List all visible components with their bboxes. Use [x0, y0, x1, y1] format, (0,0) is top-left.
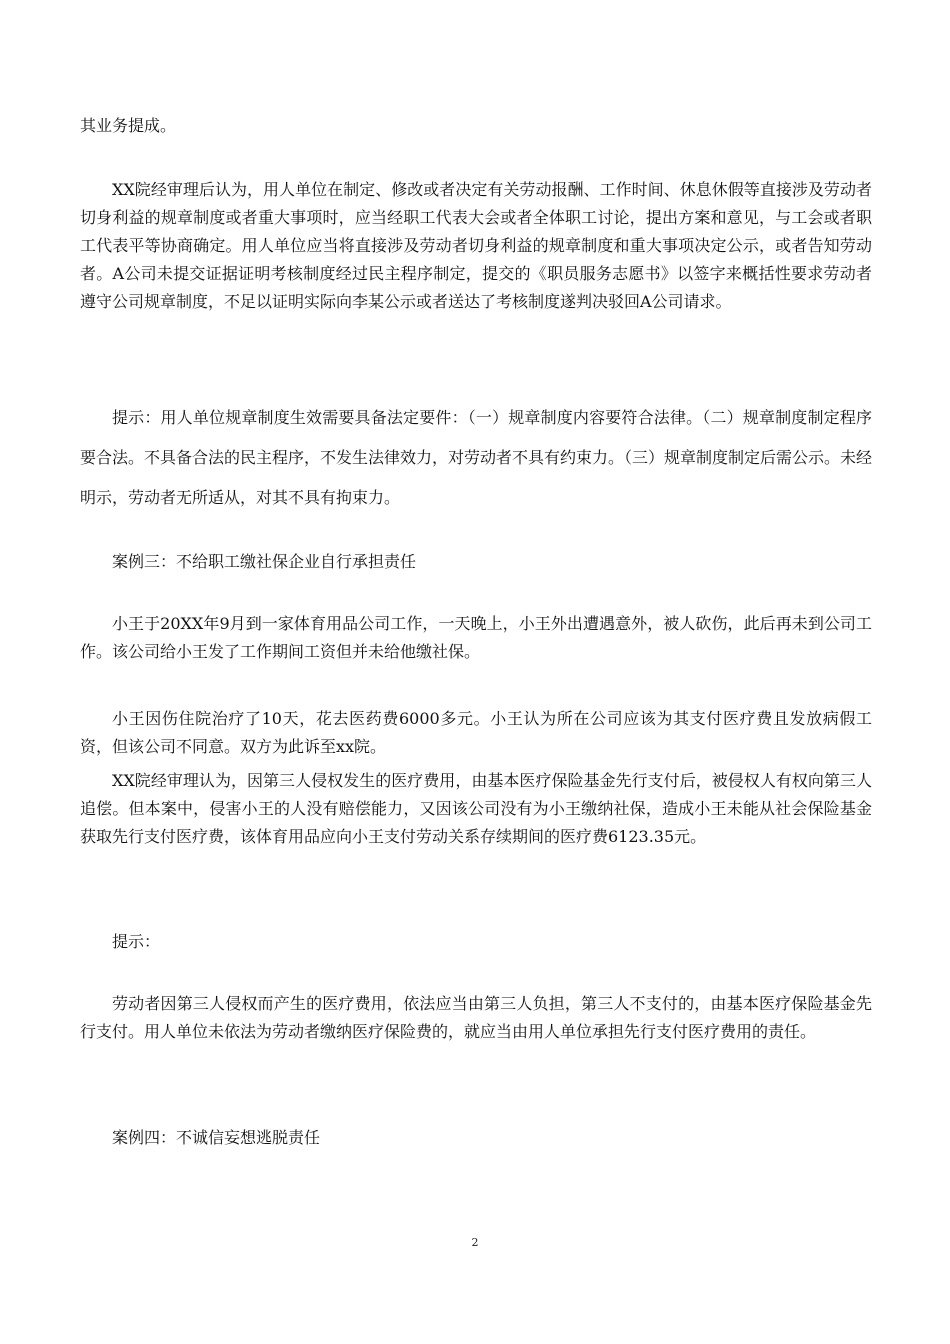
paragraph-court-ruling-b: XX院经审理认为，因第三人侵权发生的医疗费用，由基本医疗保险基金先行支付后，被侵权人有权向第三人追偿。但本案中，侵害小王的人没有赔偿能力，又因该公司没有为小王缴纳社保，造成小王未能从社会保险基金获取先行支付医疗费，该体育用品应向小王支付劳动关系存续期间的医疗费6123.35元。 [80, 771, 872, 846]
heading-case-three: 案例三：不给职工缴社保企业自行承担责任 [112, 552, 417, 571]
heading-tip: 提示： [112, 932, 161, 951]
paragraph-court-ruling-a: XX院经审理后认为，用人单位在制定、修改或者决定有关劳动报酬、工作时间、休息休假等直接涉及劳动者切身利益的规章制度或者重大事项时，应当经职工代表大会或者全体职工讨论，提出方案和意见，与工会或者职工代表平等协商确定。用人单位应当将直接涉及劳动者切身利益的规章制度和重大事项决定公示，或者告知劳动者。A公司未提交证据证明考核制度经过民主程序制定，提交的《职员服务志愿书》以签字来概括性要求劳动者遵守公司规章制度，不足以证明实际向李某公示或者送达了考核制度遂判决驳回A公司请求。 [80, 180, 872, 311]
heading-case-four: 案例四：不诚信妄想逃脱责任 [112, 1128, 321, 1147]
page-number: 2 [471, 1236, 479, 1249]
paragraph-continuation: 其业务提成。 [80, 116, 177, 135]
paragraph-tip-rules: 提示：用人单位规章制度生效需要具备法定要件：（一）规章制度内容要符合法律。（二）规章制度制定程序要合法。不具备合法的民主程序，不发生法律效力，对劳动者不具有约束力。（三）规章制度制定后需公示。未经明示，劳动者无所适从，对其不具有拘束力。 [80, 408, 873, 507]
paragraph-case-three-dispute: 小王因伤住院治疗了10天，花去医药费6000多元。小王认为所在公司应该为其支付医疗费且发放病假工资，但该公司不同意。双方为此诉至xx院。 [80, 709, 872, 756]
paragraph-tip-medical: 劳动者因第三人侵权而产生的医疗费用，依法应当由第三人负担，第三人不支付的，由基本医疗保险基金先行支付。用人单位未依法为劳动者缴纳医疗保险费的，就应当由用人单位承担先行支付医疗费用的责任。 [80, 994, 872, 1041]
paragraph-case-three-facts: 小王于20XX年9月到一家体育用品公司工作，一天晚上，小王外出遭遇意外，被人砍伤，此后再未到公司工作。该公司给小王发了工作期间工资但并未给他缴社保。 [80, 614, 872, 661]
